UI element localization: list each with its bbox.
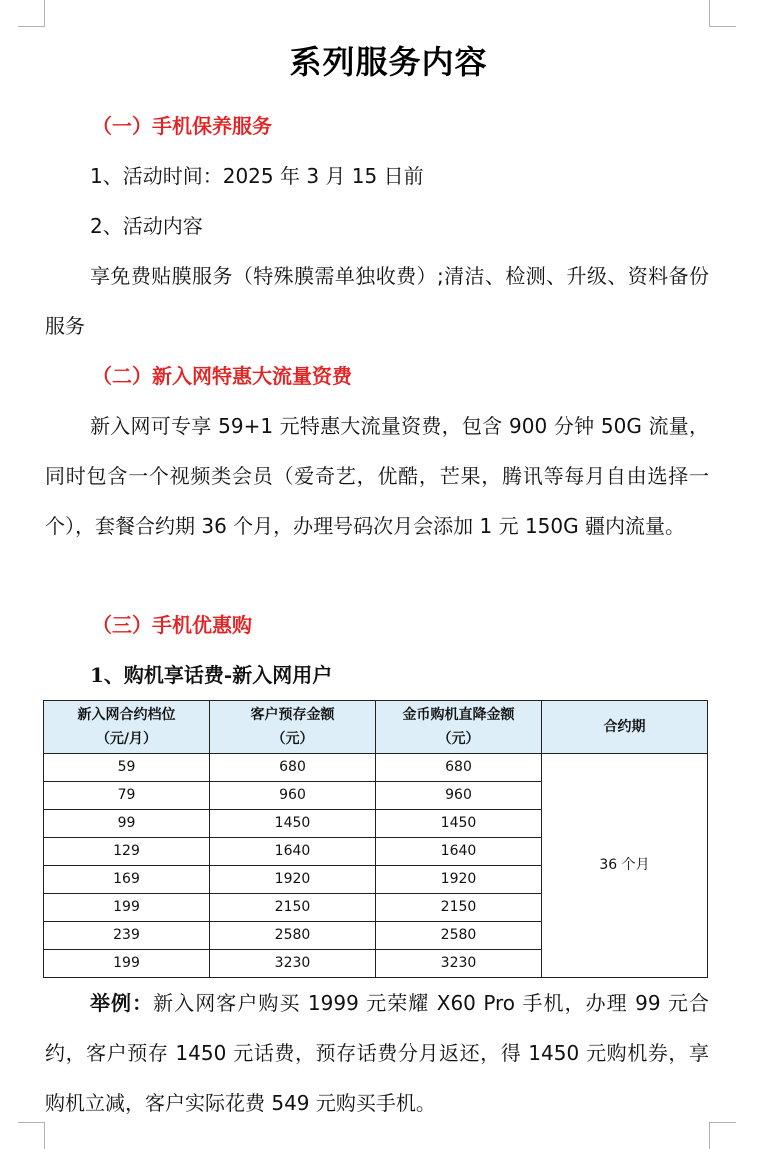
cell-prepaid: 2580 [210,922,376,950]
cell-prepaid: 3230 [210,950,376,978]
cell-discount: 1640 [376,838,542,866]
cell-contract-period: 36 个月 [542,754,708,978]
header-line: （元/月） [95,731,158,747]
header-line: 金币购机直降金额 [402,707,515,723]
example-label: 举例： [90,991,154,1015]
section-1-body: 享免费贴膜服务（特殊膜需单独收费）;清洁、检测、升级、资料备份服务 [45,264,709,338]
table-row [44,754,708,782]
header-line: 新入网合约档位 [77,707,176,723]
cell-prepaid: 2150 [210,894,376,922]
section-3-subheading: 1、购机享话费-新入网用户 [90,663,333,687]
header-plan-tier [44,701,210,754]
crop-mark-top-right-v [709,0,710,26]
header-discount-amount [376,701,542,754]
section-2-body: 新入网可专享 59+1 元特惠大流量资费，包含 900 分钟 50G 流量，同时包含一个视频类会员（爱奇艺，优酷，芒果，腾讯等每月自由选择一个），套餐合约期 36 个月，办理号码次月会添加 1 元 150G 疆内流量。 [45,414,709,538]
cell-plan-tier: 79 [44,782,210,810]
cell-plan-tier: 169 [44,866,210,894]
header-line: 合约期 [603,719,646,735]
cell-prepaid: 1450 [210,810,376,838]
crop-mark-bottom-left-h [18,1122,45,1123]
crop-mark-top-right-h [709,26,736,27]
pricing-table [43,700,708,978]
section-1-item-1: 1、活动时间：2025 年 3 月 15 日前 [90,164,424,188]
crop-mark-bottom-right-h [709,1122,736,1123]
cell-discount: 3230 [376,950,542,978]
crop-mark-top-left-h [18,26,45,27]
header-contract-period [542,701,708,754]
cell-discount: 2150 [376,894,542,922]
cell-discount: 1450 [376,810,542,838]
cell-prepaid: 960 [210,782,376,810]
cell-plan-tier: 59 [44,754,210,782]
crop-mark-bottom-right-v [709,1123,710,1149]
cell-plan-tier: 129 [44,838,210,866]
section-3-heading: （三）手机优惠购 [92,613,252,637]
cell-discount: 2580 [376,922,542,950]
cell-plan-tier: 239 [44,922,210,950]
table-header-row [44,701,708,754]
document-title: 系列服务内容 [289,43,488,81]
header-line: （元） [271,731,314,747]
example-text: 新入网客户购买 1999 元荣耀 X60 Pro 手机，办理 99 元合约，客户预存 1450 元话费，预存话费分月返还，得 1450 元购机券，享购机立减，客户实际花费 549 元购买手机。 [45,991,710,1115]
header-line: 客户预存金额 [250,707,335,723]
cell-plan-tier: 99 [44,810,210,838]
section-1-heading: （一）手机保养服务 [92,114,272,138]
cell-plan-tier: 199 [44,894,210,922]
cell-discount: 960 [376,782,542,810]
cell-discount: 680 [376,754,542,782]
section-2-heading: （二）新入网特惠大流量资费 [92,364,352,388]
cell-prepaid: 1920 [210,866,376,894]
cell-plan-tier: 199 [44,950,210,978]
section-1-item-2: 2、活动内容 [90,214,203,238]
cell-prepaid: 1640 [210,838,376,866]
cell-prepaid: 680 [210,754,376,782]
cell-discount: 1920 [376,866,542,894]
example-paragraph [45,978,709,1128]
crop-mark-top-left-v [44,0,45,26]
header-prepaid-amount [210,701,376,754]
header-line: （元） [437,731,480,747]
